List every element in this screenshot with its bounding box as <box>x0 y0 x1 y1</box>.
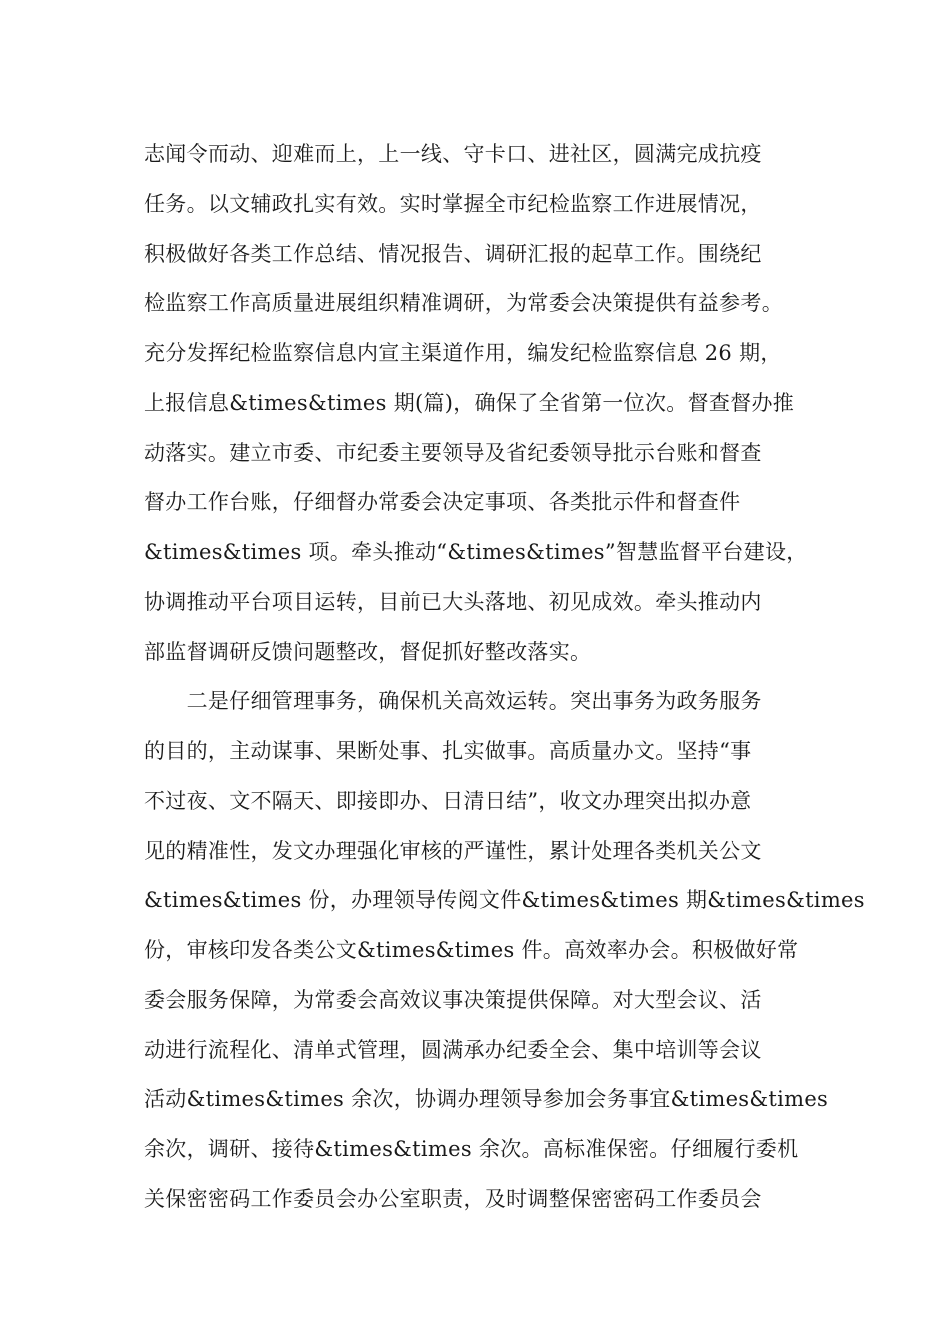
text-line: 不过夜、文不隔天、即接即办、日清日结”，收文办理突出拟办意 <box>144 788 752 813</box>
text-line: 志闻令而动、迎难而上，上一线、守卡口、进社区，圆满完成抗疫 <box>144 142 762 166</box>
text-line: 部监督调研反馈问题整改，督促抓好整改落实。 <box>144 639 592 664</box>
text-line: 余次，调研、接待&times&times 余次。高标准保密。仔细履行委机 <box>144 1137 799 1161</box>
text-line: 委会服务保障，为常委会高效议事决策提供保障。对大型会议、活 <box>144 987 762 1012</box>
text-line: 充分发挥纪检监察信息内宣主渠道作用，编发纪检监察信息 26 期， <box>144 341 782 365</box>
text-line: 活动&times&times 余次，协调办理领导参加会务事宜&times&times <box>144 1087 829 1112</box>
body-text <box>144 130 865 1225</box>
text-line: 动进行流程化、清单式管理，圆满承办纪委全会、集中培训等会议 <box>144 1037 762 1062</box>
text-line: 二是仔细管理事务，确保机关高效运转。突出事务为政务服务 <box>144 689 762 714</box>
text-line: 动落实。建立市委、市纪委主要领导及省纪委领导批示台账和督查 <box>144 440 762 465</box>
text-line: 的目的，主动谋事、果断处事、扎实做事。高质量办文。坚持“事 <box>144 739 752 763</box>
text-line: 督办工作台账，仔细督办常委会决定事项、各类批示件和督查件 <box>144 490 741 515</box>
text-line: &times&times 份，办理领导传阅文件&times&times 期&times&times <box>144 888 865 913</box>
text-line: 任务。以文辅政扎实有效。实时掌握全市纪检监察工作进展情况， <box>144 191 762 216</box>
text-line: 协调推动平台项目运转，目前已大头落地、初见成效。牵头推动内 <box>144 589 762 614</box>
text-line: 积极做好各类工作总结、情况报告、调研汇报的起草工作。围绕纪 <box>144 241 762 266</box>
text-line: 上报信息&times&times 期(篇)，确保了全省第一位次。督查督办推 <box>144 390 795 415</box>
text-line: &times&times 项。牵头推动“&times&times”智慧监督平台建设， <box>144 540 808 564</box>
text-line: 关保密密码工作委员会办公室职责，及时调整保密密码工作委员会 <box>144 1186 762 1211</box>
text-line: 份，审核印发各类公文&times&times 件。高效率办会。积极做好常 <box>144 938 799 962</box>
text-line: 检监察工作高质量进展组织精准调研，为常委会决策提供有益参考。 <box>144 291 783 316</box>
text-line: 见的精准性，发文办理强化审核的严谨性，累计处理各类机关公文 <box>144 838 762 863</box>
